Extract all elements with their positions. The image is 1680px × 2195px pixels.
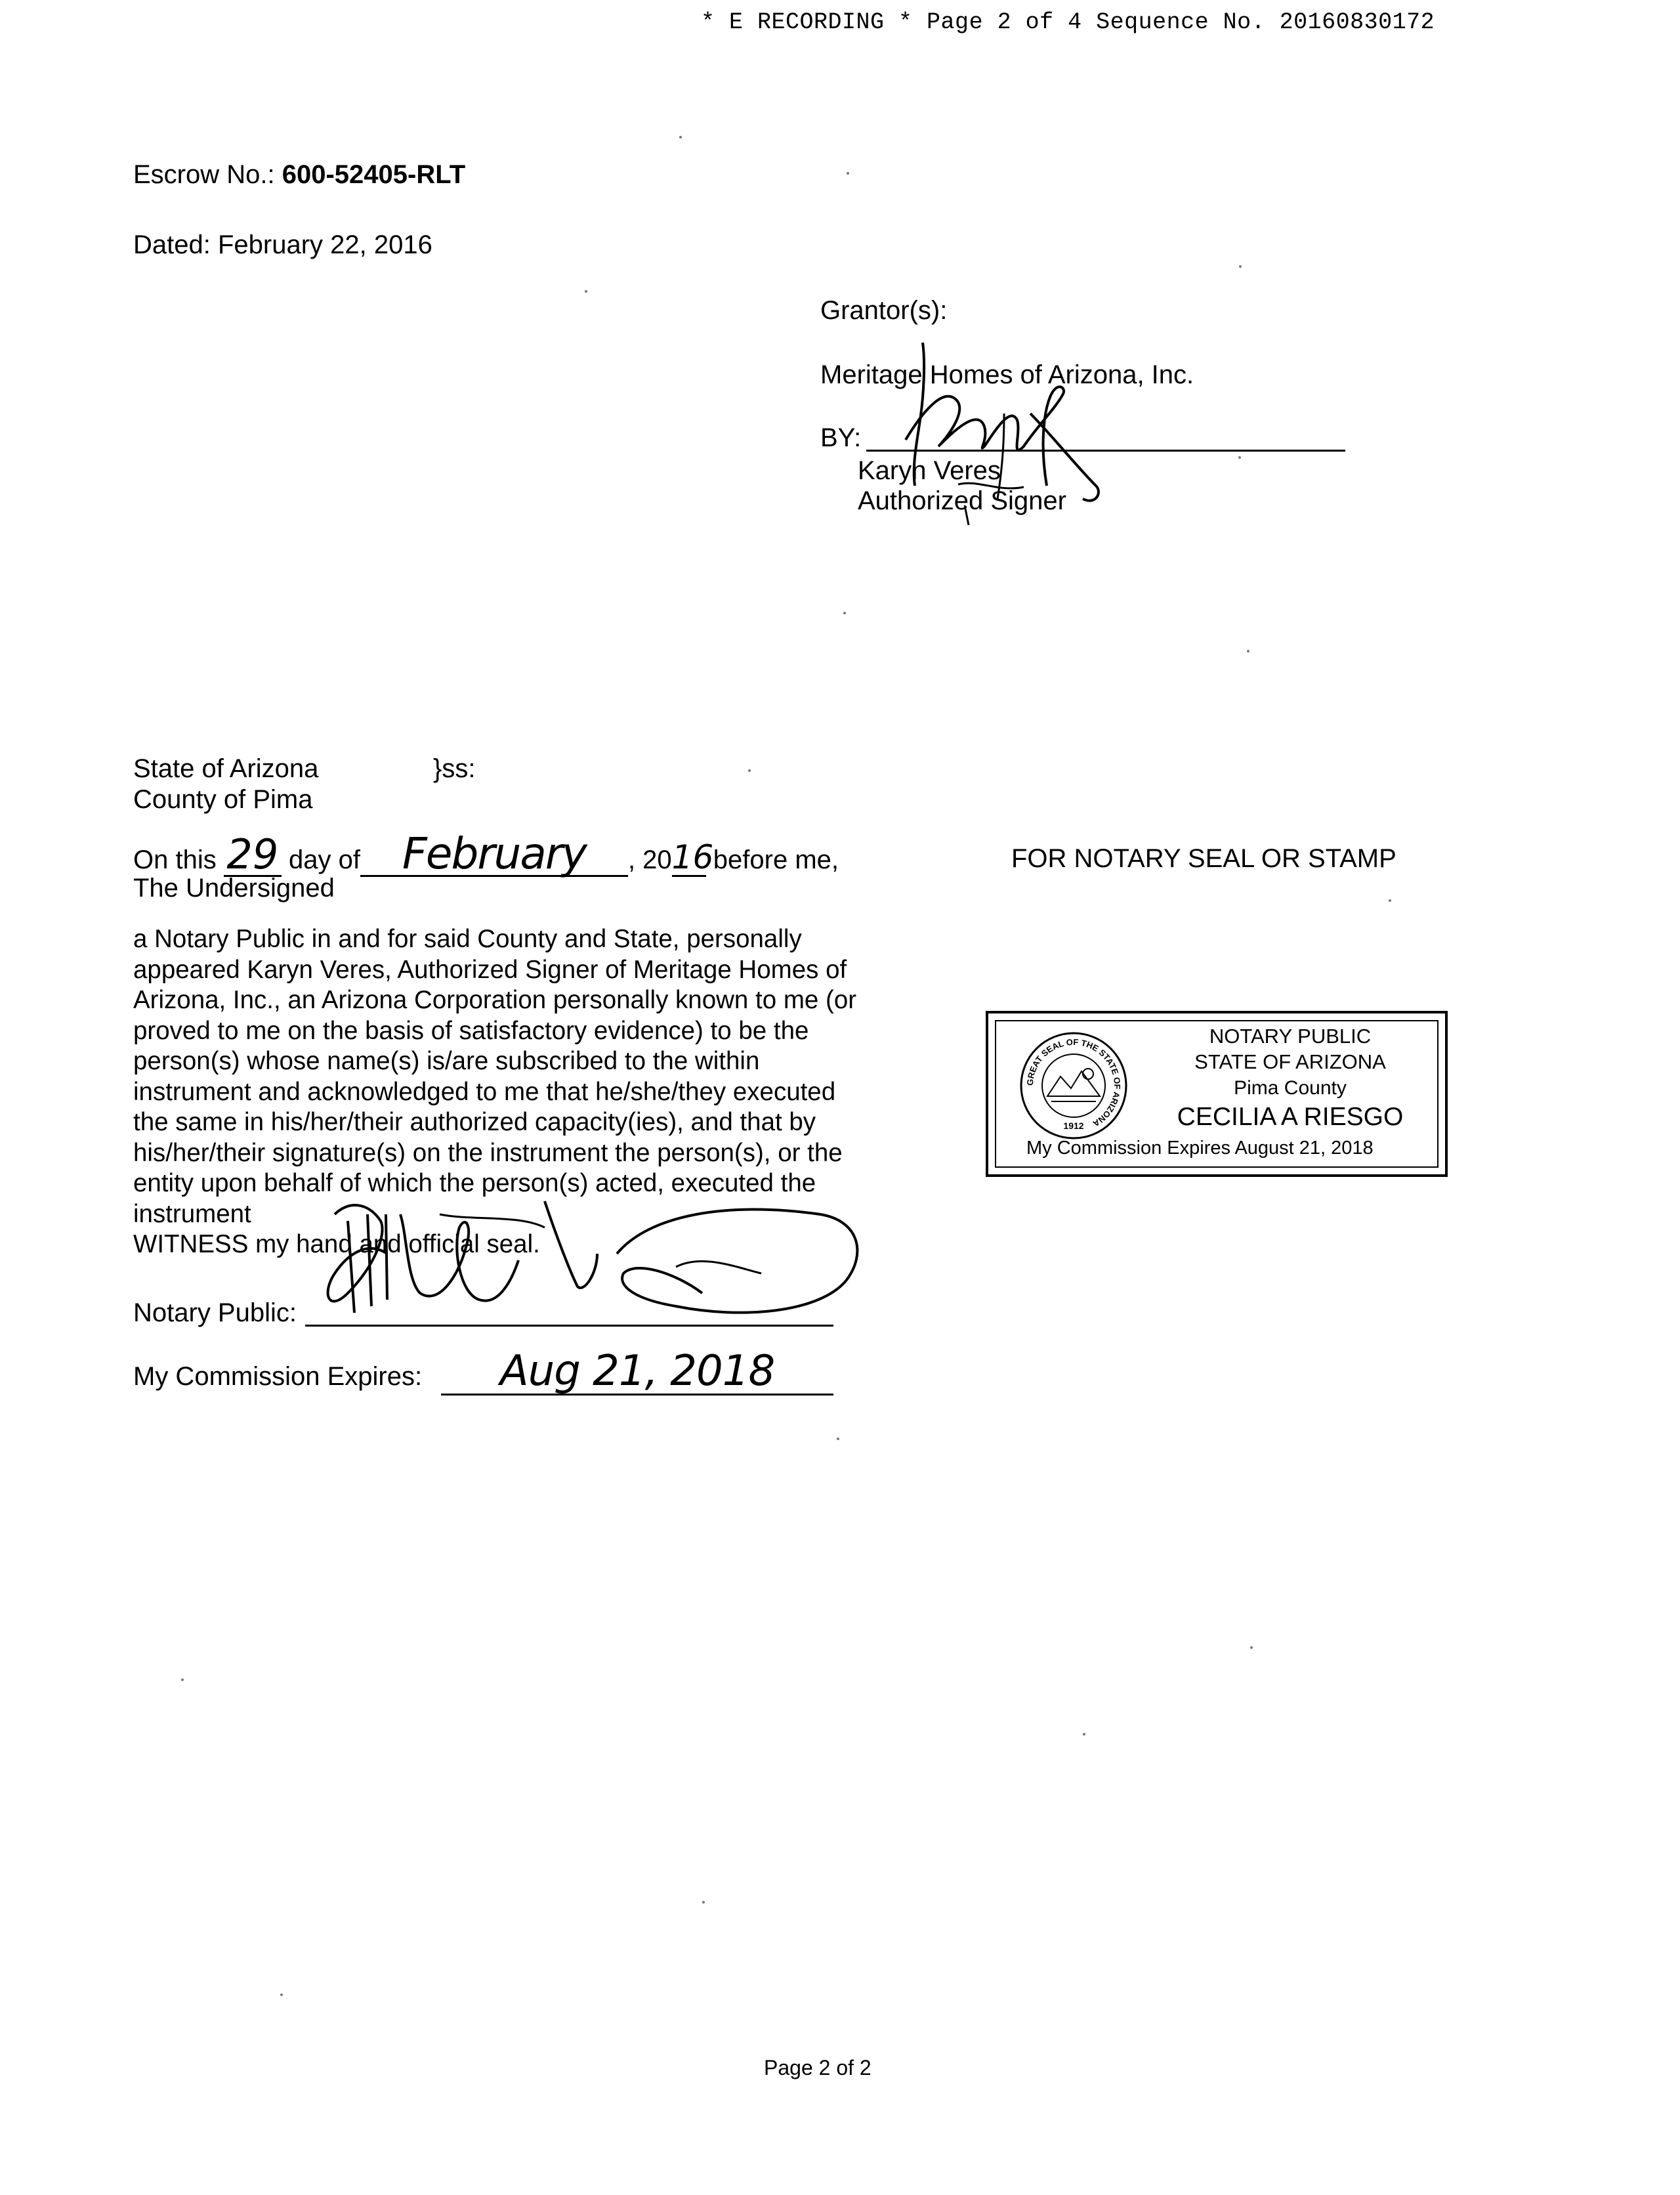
ack-day-handwritten: 29 [226, 830, 279, 878]
scan-speck [1250, 1646, 1253, 1649]
ack-body-line: entity upon behalf of which the person(s) acted, executed the [133, 1169, 816, 1197]
dated-value: February 22, 2016 [217, 230, 432, 259]
scan-speck [1239, 265, 1242, 268]
commission-handwritten: Aug 21, 2018 [499, 1347, 775, 1396]
grantor-signature [899, 335, 1109, 532]
ack-undersigned: The Undersigned [133, 874, 335, 903]
ack-day-of: day of [288, 845, 360, 874]
ack-year-field [671, 838, 714, 877]
recording-header: * E RECORDING * Page 2 of 4 Sequence No. 20160830172 [701, 9, 1435, 35]
ack-body-line: his/her/their signature(s) on the instrument the person(s), or the [133, 1138, 843, 1167]
scan-speck [843, 612, 846, 614]
footer-page-number: Page 2 of 2 [764, 2056, 872, 2079]
grantor-heading: Grantor(s): [820, 296, 948, 325]
ack-body-line: instrument [133, 1199, 251, 1228]
scan-speck [748, 769, 751, 772]
scan-speck [280, 1993, 283, 1996]
ack-year-handwritten: 16 [671, 838, 714, 876]
stamp-line1: NOTARY PUBLIC [1209, 1025, 1372, 1048]
scan-speck [1247, 650, 1250, 652]
venue-state: State of Arizona [133, 754, 319, 783]
commission-label: My Commission Expires: [133, 1362, 423, 1391]
grantor-signer-title: Authorized Signer [858, 486, 1066, 515]
ack-month-field [360, 828, 628, 879]
ack-on-this: On this [133, 845, 217, 874]
scan-speck [702, 1901, 705, 1904]
scan-speck [181, 1678, 184, 1681]
stamp-line2: STATE OF ARIZONA [1194, 1050, 1386, 1073]
ack-before-me: before me, [713, 845, 839, 874]
commission-field [441, 1349, 833, 1396]
seal-caption: FOR NOTARY SEAL OR STAMP [1011, 844, 1396, 873]
notary-stamp [986, 1011, 1448, 1177]
scan-speck [1238, 456, 1241, 459]
dated-line [133, 230, 432, 260]
ack-body-line: instrument and acknowledged to me that he/she/they executed [133, 1077, 836, 1106]
ack-body-line: proved to me on the basis of satisfactory evidence) to be the [133, 1016, 809, 1045]
stamp-expires: My Commission Expires August 21, 2018 [1026, 1138, 1374, 1159]
dated-label: Dated: [133, 230, 211, 259]
scan-speck [1083, 1733, 1085, 1736]
ack-body-line: a Notary Public in and for said County and State, personally [133, 925, 802, 953]
stamp-name: CECILIA A RIESGO [1177, 1103, 1404, 1131]
notary-signature [308, 1175, 873, 1346]
ack-body-line: Arizona, Inc., an Arizona Corporation personally known to me (or [133, 986, 857, 1014]
seal-year: 1912 [1063, 1120, 1084, 1131]
scan-speck [679, 136, 682, 139]
ack-day-field [224, 830, 282, 878]
ack-date-line [133, 828, 839, 879]
scan-speck [847, 172, 849, 175]
ack-month-handwritten: February [402, 828, 586, 879]
ack-body-line: the same in his/her/their authorized capacity(ies), and that by [133, 1108, 816, 1136]
seal-ring-text: GREAT SEAL OF THE STATE OF ARIZONA [1024, 1036, 1123, 1129]
venue-ss: }ss: [433, 754, 476, 783]
escrow-number: 600-52405-RLT [282, 160, 466, 189]
ack-body-line: person(s) whose name(s) is/are subscribed to the within [133, 1047, 760, 1075]
scan-speck [585, 290, 587, 293]
arizona-seal-icon [1018, 1031, 1129, 1141]
notary-public-label: Notary Public: [133, 1298, 297, 1327]
escrow-line [133, 160, 465, 190]
scan-speck [1389, 899, 1391, 902]
escrow-label: Escrow No.: [133, 160, 275, 189]
ack-body-line: appeared Karyn Veres, Authorized Signer of Meritage Homes of [133, 955, 847, 984]
ack-witness: WITNESS my hand and official seal. [133, 1230, 540, 1258]
stamp-line3: Pima County [1234, 1077, 1347, 1099]
grantor-company: Meritage Homes of Arizona, Inc. [820, 360, 1194, 389]
scan-speck [837, 1438, 839, 1440]
ack-year-prefix: , 20 [627, 845, 672, 874]
venue-county: County of Pima [133, 785, 313, 814]
grantor-signer-name: Karyn Veres [858, 456, 1001, 485]
grantor-by-label: BY: [820, 423, 862, 452]
